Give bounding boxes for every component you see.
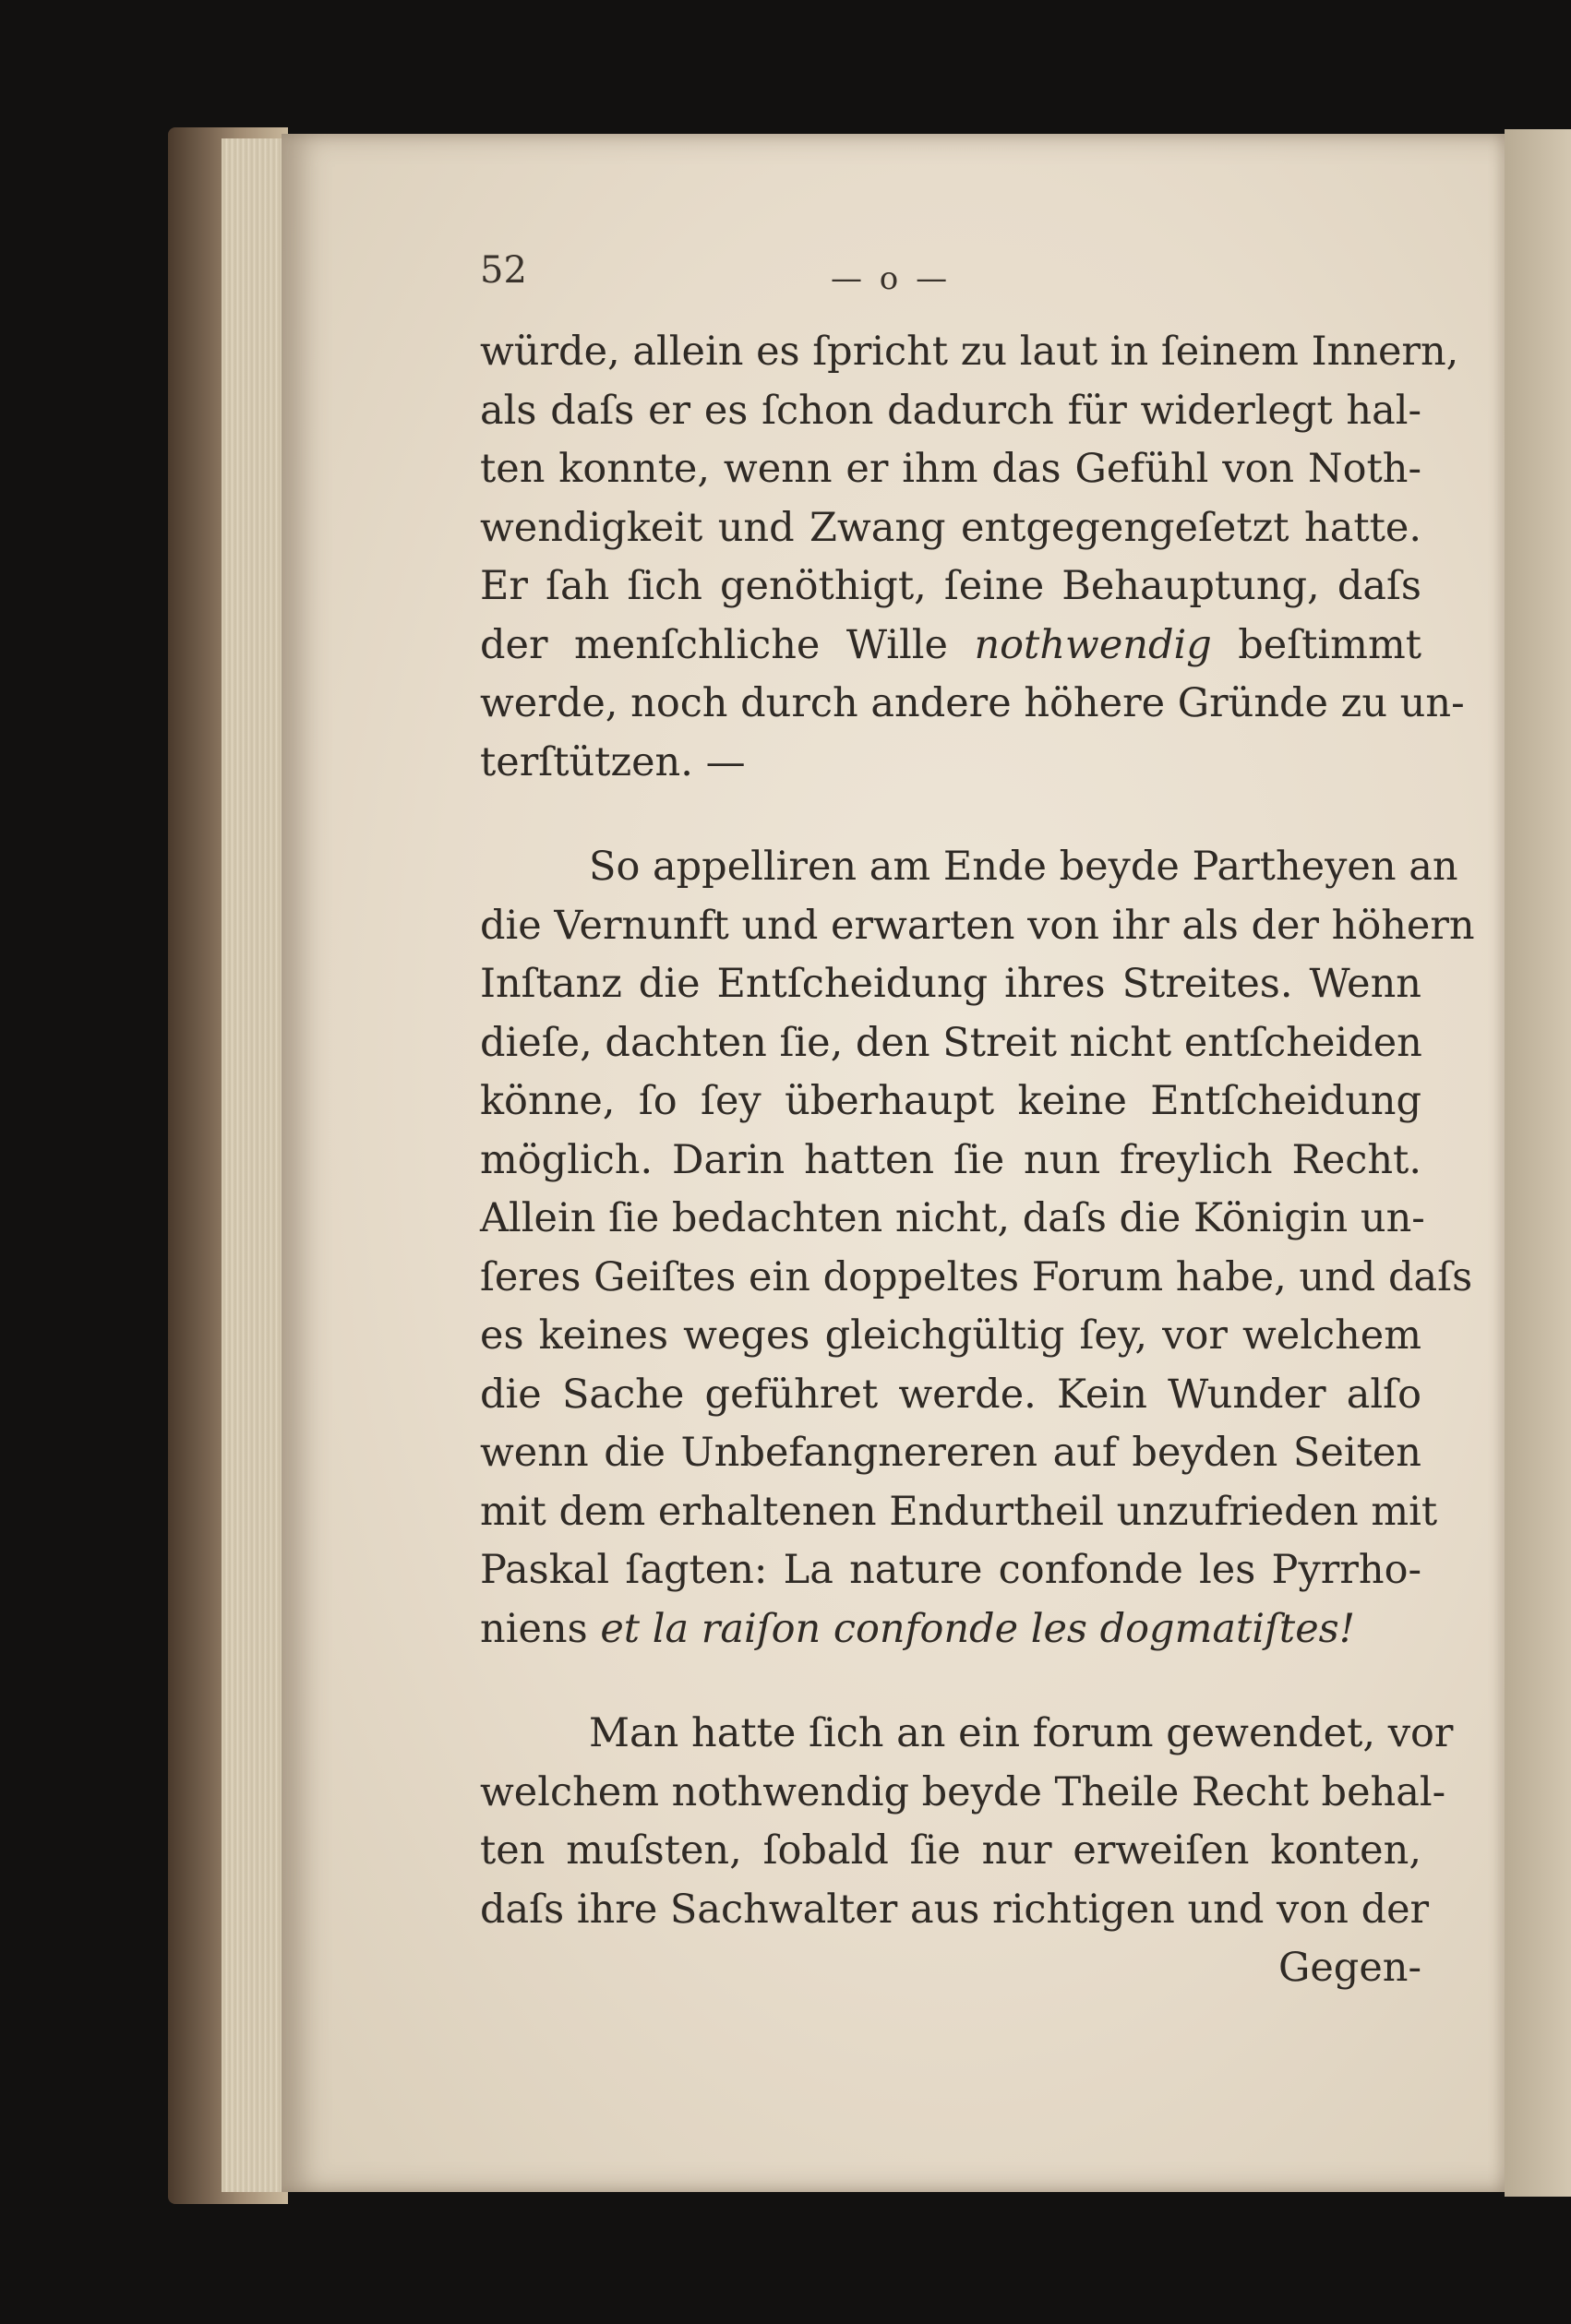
text-line: würde, allein es ſpricht zu laut in ſeinem Innern, [480,329,1459,375]
text-line: welchem nothwendig beyde Theile Recht behal- [480,1768,1446,1815]
text-segment: niens [480,1605,601,1652]
facing-page-edge [1505,129,1571,2197]
text-line: werde, noch durch andere höhere Gründe zu un- [480,680,1465,726]
paragraph-gap [480,792,1421,838]
catchword: Gegen- [1278,1945,1421,1991]
text-line: ten konnte, wenn er ihm das Gefühl von Noth- [480,446,1421,492]
text-line: Man hatte ſich an ein forum gewendet, vor [589,1710,1454,1756]
text-line: Allein ſie bedachten nicht, daſs die Königin un- [480,1195,1425,1241]
paragraph [480,1705,1454,1939]
text-line: könne, ſo ſey überhaupt keine Entſcheidung [480,1078,1421,1124]
header-ornament: — o — [831,260,952,297]
page-number: 52 [480,249,527,292]
text-line: ſeres Geiſtes ein doppeltes Forum habe, und daſs [480,1253,1473,1300]
text-line: So appelliren am Ende beyde Partheyen an [589,844,1458,890]
text-line: wenn die Unbefangnereren auf beyden Seiten [480,1430,1421,1476]
text-line: es keines weges gleichgültig ſey, vor welchem [480,1312,1421,1359]
text-line: mit dem erhaltenen Endurtheil unzufrieden mit [480,1488,1438,1535]
body-text [480,323,1475,1998]
text-line [480,617,1421,676]
text-line: dieſe, dachten ſie, den Streit nicht entſcheiden [480,1019,1422,1066]
text-line: Paskal ſagten: La nature confonde les Pyrrho- [480,1547,1421,1593]
text-line: ten muſsten, ſobald ſie nur erweiſen konten, [480,1827,1421,1874]
text-line: die Sache geführet werde. Kein Wunder alſo [480,1371,1421,1418]
text-segment: der menſchliche Wille [480,621,975,668]
paragraph [480,838,1475,1659]
page-header [480,249,1421,305]
text-line: die Vernunft und erwarten von ihr als der höhern [480,902,1475,949]
text-line: terſtützen. — [480,738,746,785]
paragraph [480,323,1465,792]
text-line: Er ſah ſich genöthigt, ſeine Behauptung, daſs [480,563,1421,609]
italic-text: et la raiſon confonde les dogmatiſtes! [600,1605,1355,1652]
text-line: möglich. Darin hatten ſie nun freylich Recht. [480,1136,1421,1183]
text-line: Inſtanz die Entſcheidung ihres Streites. Wenn [480,961,1421,1007]
text-line: wendigkeit und Zwang entgegengeſetzt hatte. [480,504,1421,551]
text-line: daſs ihre Sachwalter aus richtigen und von der [480,1886,1430,1933]
text-segment: beſtimmt [1211,621,1421,668]
text-line: als daſs er es ſchon dadurch für widerlegt hal- [480,387,1421,434]
italic-text: nothwendig [974,621,1212,668]
paragraph-gap [480,1659,1421,1705]
text-line [480,1600,1421,1659]
